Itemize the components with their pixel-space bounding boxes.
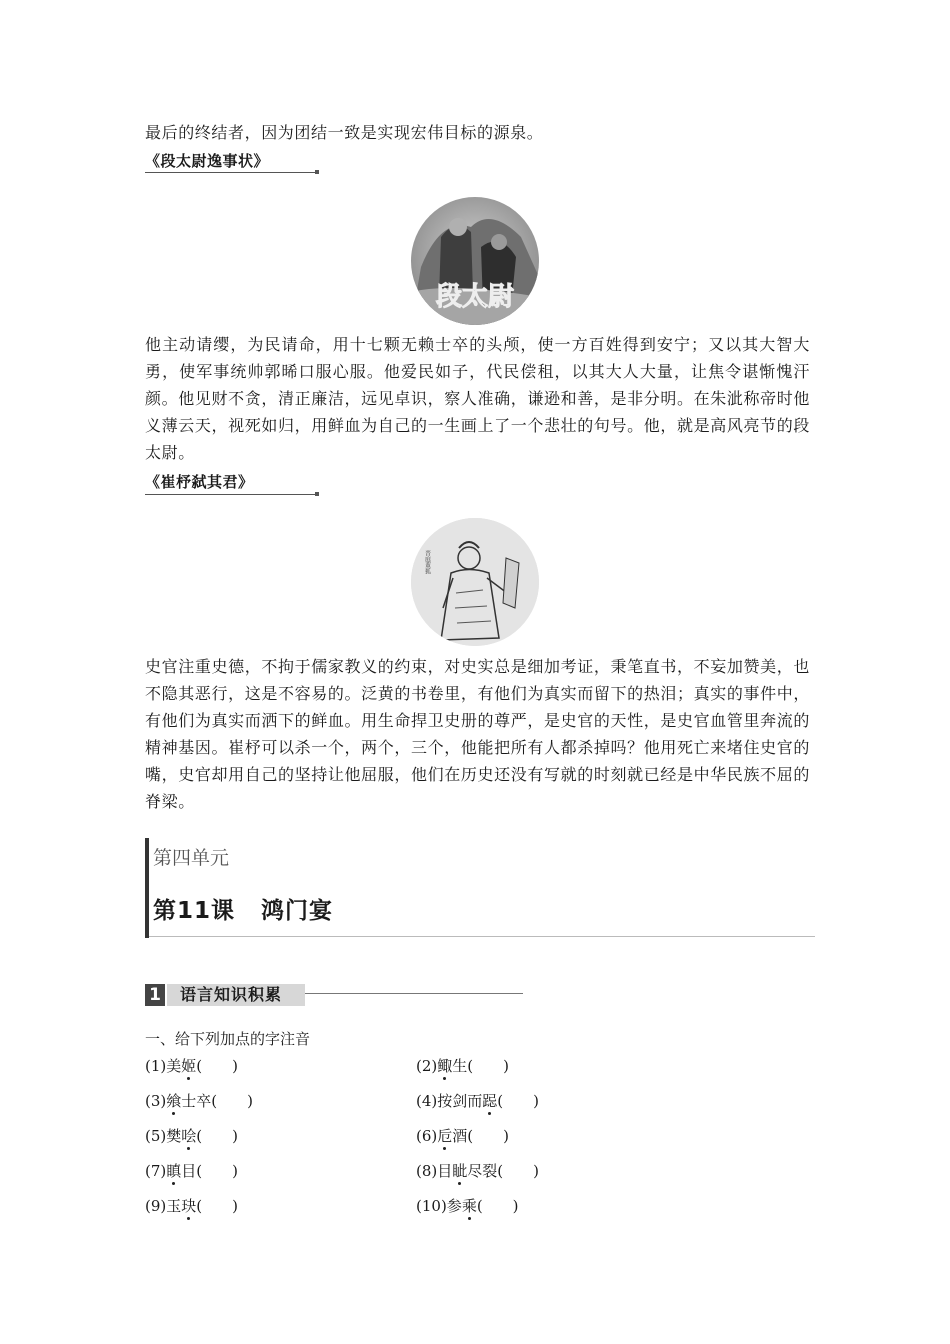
intro-line: 最后的终结者，因为团结一致是实现宏伟目标的源泉。 bbox=[145, 123, 544, 142]
item-text: 酒 bbox=[452, 1127, 468, 1145]
dotted-character: 乘 bbox=[461, 1197, 477, 1215]
pinyin-item bbox=[416, 1091, 539, 1111]
answer-blank[interactable]: ( ) bbox=[196, 1162, 238, 1180]
pinyin-item bbox=[416, 1126, 509, 1146]
dotted-character: 哙 bbox=[181, 1127, 197, 1145]
item-text: 玉 bbox=[166, 1197, 182, 1215]
lesson-number: 第11课 bbox=[153, 898, 236, 924]
pinyin-item bbox=[145, 1161, 238, 1181]
item-text: 目 bbox=[437, 1162, 453, 1180]
dotted-character: 眦 bbox=[452, 1162, 468, 1180]
title-underline bbox=[145, 494, 317, 495]
section-title-duan: 《段太尉逸事状》 bbox=[145, 152, 270, 170]
pinyin-item bbox=[416, 1161, 539, 1181]
unit-label: 第四单元 bbox=[153, 847, 230, 869]
illustration-dong-hu bbox=[411, 518, 539, 646]
dotted-character: 鲰 bbox=[437, 1057, 453, 1075]
unit-accent-bar bbox=[145, 838, 149, 938]
pinyin-item bbox=[416, 1196, 519, 1216]
answer-blank[interactable]: ( ) bbox=[196, 1197, 238, 1215]
item-number: (3) bbox=[145, 1092, 167, 1110]
dotted-character: 跽 bbox=[482, 1092, 498, 1110]
unit-divider bbox=[149, 936, 815, 937]
illustration-dong-hu-caption: 晋庭董狐 bbox=[423, 550, 431, 574]
item-number: (2) bbox=[416, 1057, 438, 1075]
item-text: 参 bbox=[446, 1197, 462, 1215]
dotted-character: 姬 bbox=[181, 1057, 197, 1075]
lesson-heading bbox=[153, 892, 333, 925]
dotted-character: 卮 bbox=[437, 1127, 453, 1145]
item-number: (8) bbox=[416, 1162, 438, 1180]
answer-blank[interactable]: ( ) bbox=[196, 1127, 238, 1145]
illustration-duan-taiwei bbox=[411, 197, 539, 325]
item-text: 美 bbox=[166, 1057, 182, 1075]
item-number: (5) bbox=[145, 1127, 167, 1145]
item-text: 生 bbox=[452, 1057, 468, 1075]
item-number: (4) bbox=[416, 1092, 438, 1110]
answer-blank[interactable]: ( ) bbox=[497, 1162, 540, 1180]
question-heading: 一、给下列加点的字注音 bbox=[145, 1030, 311, 1048]
answer-blank[interactable]: ( ) bbox=[196, 1057, 238, 1075]
answer-blank[interactable]: ( ) bbox=[467, 1127, 509, 1145]
item-number: (1) bbox=[145, 1057, 167, 1075]
pinyin-item bbox=[416, 1056, 509, 1076]
pinyin-item bbox=[145, 1196, 238, 1216]
section1-paragraph: 他主动请缨，为民请命，用十七颗无赖士卒的头颅，使一方百姓得到安宁；又以其大智大勇，使军事统帅郭晞口服心服。他爱民如子，代民偿租，以其大人大量，让焦令谌惭愧汗颜。他见财不贪，清正廉洁，远见卓识，察人准确，谦逊和善，是非分明。在朱泚称帝时他义薄云天，视死如归，用鲜血为自己的一生画上了一个悲壮的句号。他，就是高风亮节的段太尉。 bbox=[145, 335, 810, 462]
illustration-duan-caption: 段太尉 bbox=[435, 282, 515, 312]
section-banner-title: 语言知识积累 bbox=[180, 985, 283, 1004]
item-text: 按剑而 bbox=[437, 1092, 483, 1110]
section2-paragraph: 史官注重史德，不拘于儒家教义的约束，对史实总是细加考证，秉笔直书，不妄加赞美，也不隐其恶行，这是不容易的。泛黄的书卷里，有他们为真实而留下的热泪；真实的事件中，有他们为真实而洒下的鲜血。用生命捍卫史册的尊严，是史官的天性，是史官血管里奔流的精神基因。崔杼可以杀一个，两个，三个，他能把所有人都杀掉吗？他用死亡来堵住史官的嘴，史官却用自己的坚持让他屈服，他们在历史还没有写就的时刻就已经是中华民族不屈的脊梁。 bbox=[145, 657, 810, 811]
underline-marker bbox=[315, 492, 319, 496]
title-underline bbox=[145, 172, 317, 173]
item-number: (6) bbox=[416, 1127, 438, 1145]
answer-blank[interactable]: ( ) bbox=[467, 1057, 509, 1075]
section-number-badge: 1 bbox=[145, 984, 165, 1006]
section-banner-rule bbox=[305, 993, 523, 994]
answer-blank[interactable]: ( ) bbox=[211, 1092, 253, 1110]
answer-blank[interactable]: ( ) bbox=[476, 1197, 519, 1215]
pinyin-item bbox=[145, 1126, 238, 1146]
pinyin-item bbox=[145, 1091, 253, 1111]
item-text: 目 bbox=[181, 1162, 197, 1180]
lesson-title: 鸿门宴 bbox=[261, 898, 334, 924]
dotted-character: 瞋 bbox=[166, 1162, 182, 1180]
pinyin-item bbox=[145, 1056, 238, 1076]
item-text: 樊 bbox=[166, 1127, 182, 1145]
item-number: (9) bbox=[145, 1197, 167, 1215]
dotted-character: 飨 bbox=[166, 1092, 182, 1110]
item-number: (7) bbox=[145, 1162, 167, 1180]
item-text: 士卒 bbox=[181, 1092, 212, 1110]
item-text: 尽裂 bbox=[467, 1162, 498, 1180]
item-number: (10) bbox=[416, 1197, 447, 1215]
underline-marker bbox=[315, 170, 319, 174]
section-title-cuizhu: 《崔杼弑其君》 bbox=[145, 473, 254, 491]
dotted-character: 玦 bbox=[181, 1197, 197, 1215]
answer-blank[interactable]: ( ) bbox=[497, 1092, 539, 1110]
